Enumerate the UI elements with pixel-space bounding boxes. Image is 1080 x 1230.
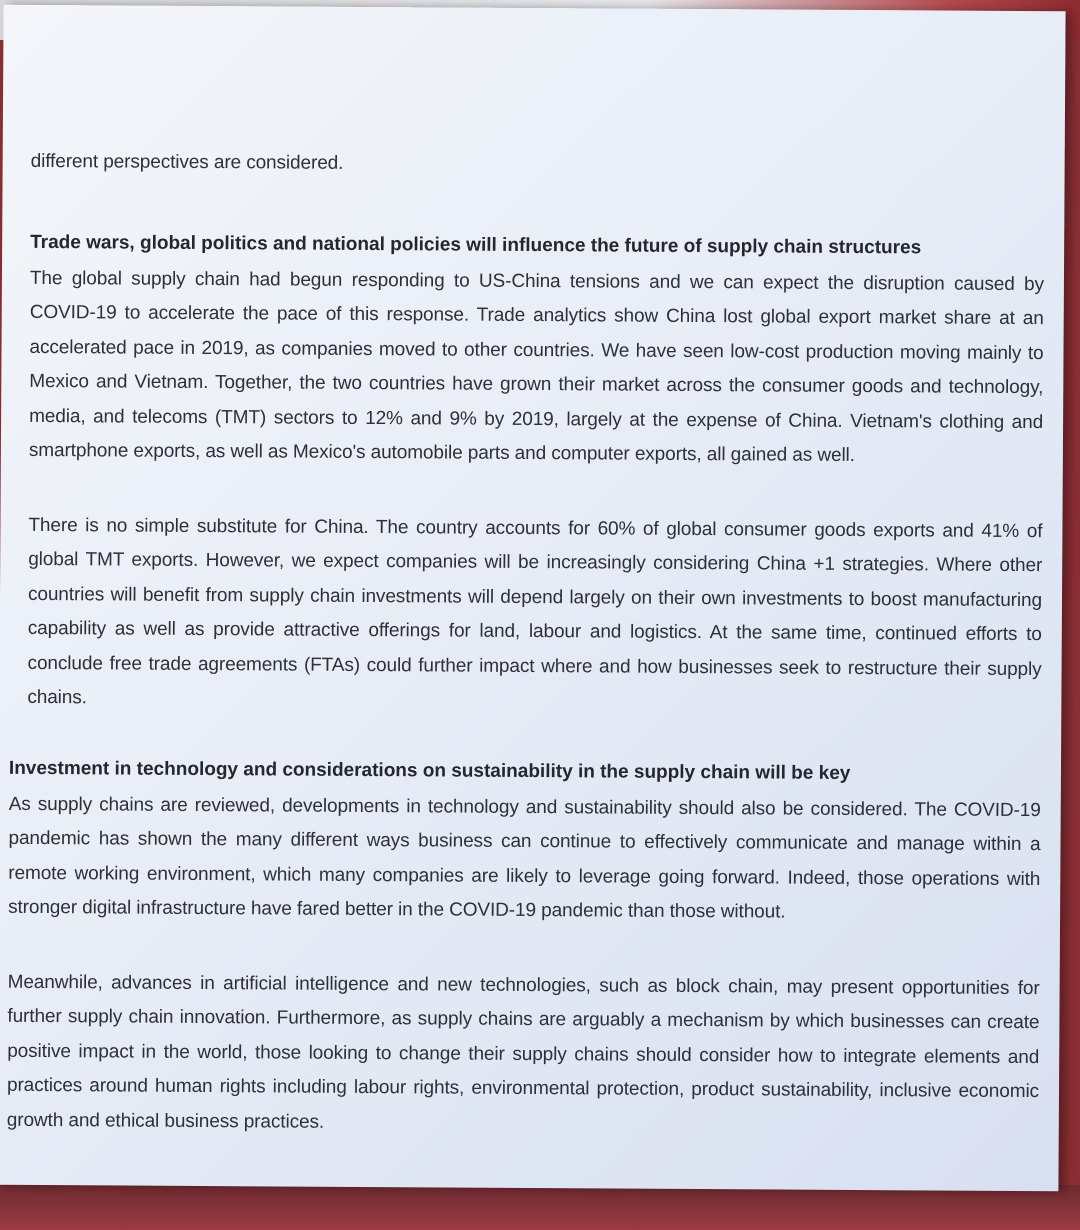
section-heading: Investment in technology and considerations on sustainability in the supply chain will be key	[8, 757, 851, 784]
paragraph: Meanwhile, advances in artificial intelligence and new technologies, such as block chain, may present opportunities for further supply chain innovation. Furthermore, as supply chains are arguably a mechanism by which businesses can create positive impact in the world, those looking to change their supply chains should consider how to integrate elements and practices around human rights including labour rights, environmental protection, product sustainability, inclusive economic growth and ethical business practices.	[6, 971, 1040, 1133]
intro-fragment: different perspectives are considered.	[30, 150, 344, 174]
backdrop-bottom	[0, 1185, 1080, 1230]
printed-page	[0, 5, 1066, 1191]
section-technology-sustainability	[7, 753, 1041, 1144]
paragraph: The global supply chain had begun responding to US-China tensions and we can expect the disruption caused by COVID-19 to accelerate the pace of this response. Trade analytics show China lost global export market share at an accelerated pace in 2019, as companies moved to other countries. We have seen low-cost production moving mainly to Mexico and Vietnam. Together, the two countries have grown their market across the consumer goods and technology, media, and telecoms (TMT) sectors to 12% and 9% by 2019, largely at the expense of China. Vietnam's clothing and smartphone exports, as well as Mexico's automobile parts and computer exports, all gained as well.	[28, 267, 1044, 466]
section-heading: Trade wars, global politics and national policies will influence the future of supply chain structures	[30, 231, 922, 258]
page-content	[6, 145, 1045, 1144]
paragraph: As supply chains are reviewed, developments in technology and sustainability should also be considered. The COVID-19 pandemic has shown the many different ways business can continue to effectively communicate and manage within a remote working environment, which many companies are likely to leverage going forward. Indeed, those operations with stronger digital infrastructure have fared better in the COVID-19 pandemic than those without.	[8, 793, 1041, 923]
paragraph: There is no simple substitute for China. The country accounts for 60% of global consumer goods exports and 41% of global TMT exports. However, we expect companies will be increasingly considering China +1 strategies. Where other countries will benefit from supply chain investments will depend largely on their own investments to boost manufacturing capability as well as provide attractive offerings for land, labour and logistics. At the same time, continued efforts to conclude free trade agreements (FTAs) could further impact where and how businesses seek to restructure their supply chains.	[27, 514, 1043, 709]
section-trade-wars	[27, 227, 1044, 721]
